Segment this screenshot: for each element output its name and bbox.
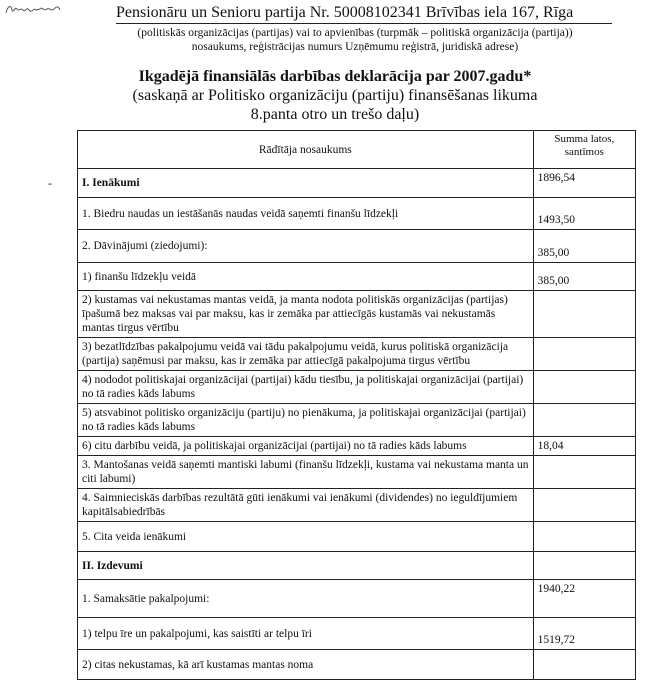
column-header-sum: Summa latos, santīmos — [533, 131, 635, 169]
margin-mark: - — [48, 176, 52, 190]
table-row — [78, 618, 636, 650]
row-label: 4) nododot politiskajai organizācijai (partijai) kādu tiesību, ja politiskajai organizācijai (partijai) no tā radies kāds labums — [78, 371, 534, 404]
row-label: II. Izdevumi — [78, 552, 534, 580]
column-header-name: Rādītāja nosaukums — [78, 131, 534, 169]
table-row — [78, 338, 636, 371]
row-value: 385,00 — [533, 230, 635, 263]
row-label: 5. Cita veida ienākumi — [78, 522, 534, 552]
row-label: 4. Saimnieciskās darbības rezultātā gūti ienākumi vai ienākumi (dividendes) no ieguldījumiem kapitālsabiedrībās — [78, 489, 534, 522]
title-line3: 8.panta otro un trešo daļu) — [250, 106, 420, 123]
table-row — [78, 489, 636, 522]
row-value: 385,00 — [533, 263, 635, 291]
header-note-line1: (politiskās organizācijas (partijas) vai to apvienības (turpmāk – politiskā organizācija (partija)) — [137, 27, 573, 39]
row-label: 2. Dāvinājumi (ziedojumi): — [78, 230, 534, 263]
row-value: 1493,50 — [533, 198, 635, 230]
row-value: 1519,72 — [533, 618, 635, 650]
row-label: 5) atsvabinot politisko organizāciju (partiju) no pienākuma, ja politiskajai organizācijai (partijai) no tā radies kāds labums — [78, 404, 534, 437]
row-label: 6) citu darbību veidā, ja politiskajai organizācijai (partijai) no tā radies kāds labums — [78, 437, 534, 456]
header-note — [60, 26, 645, 54]
handwritten-signature — [4, 2, 66, 16]
row-value — [533, 522, 635, 552]
row-label: 2) kustamas vai nekustamas mantas veidā, ja manta nodota politiskās organizācijas (partijas) īpašumā bez maksas vai par maksu, kas ir zemāka par attiecīgās kustamās vai nekustamās mantas tirgus vērtību — [78, 291, 534, 338]
row-value — [533, 489, 635, 522]
table-row — [78, 437, 636, 456]
table-row — [78, 650, 636, 680]
title-line2: (saskaņā ar Politisko organizāciju (partiju) finansēšanas likuma — [132, 87, 538, 104]
document-title — [40, 67, 630, 124]
table-row — [78, 291, 636, 338]
table-row — [78, 371, 636, 404]
row-value — [533, 404, 635, 437]
row-label: 2) citas nekustamas, kā arī kustamas mantas noma — [78, 650, 534, 680]
row-label: 1) telpu īre un pakalpojumi, kas saistīti ar telpu īri — [78, 618, 534, 650]
row-value — [533, 552, 635, 580]
table-row — [78, 456, 636, 489]
row-value — [533, 456, 635, 489]
row-value: 1896,54 — [533, 169, 635, 198]
row-label: 1) finanšu līdzekļu veidā — [78, 263, 534, 291]
row-label: 1. Samaksātie pakalpojumi: — [78, 580, 534, 618]
header-note-line2: nosaukums, reģistrācijas numurs Uzņēmumu reģistrā, juridiskā adrese) — [191, 41, 519, 53]
table-row — [78, 580, 636, 618]
table-row — [78, 198, 636, 230]
table-row — [78, 230, 636, 263]
table-row — [78, 522, 636, 552]
table-row — [78, 169, 636, 198]
row-value — [533, 371, 635, 404]
row-value: 18,04 — [533, 437, 635, 456]
declaration-table — [77, 130, 636, 680]
table-row — [78, 263, 636, 291]
row-label: 1. Biedru naudas un iestāšanās naudas veidā saņemti finanšu līdzekļi — [78, 198, 534, 230]
table-row — [78, 404, 636, 437]
row-value — [533, 338, 635, 371]
row-value: 1940,22 — [533, 580, 635, 618]
row-label: 3) bezatlīdzības pakalpojumu veidā vai tādu pakalpojumu veidā, kurus politiskā organizācija (partija) saņēmusi par maksu, kas ir zemāka par attiecīgā pakalpojuma tirgus vērtību — [78, 338, 534, 371]
table-header-row — [78, 131, 636, 169]
row-value — [533, 650, 635, 680]
row-value — [533, 291, 635, 338]
row-label: I. Ienākumi — [78, 169, 534, 198]
row-label: 3. Mantošanas veidā saņemti mantiski labumi (finanšu līdzekļi, kustama vai nekustama manta un citi labumi) — [78, 456, 534, 489]
title-line1: Ikgadējā finansiālās darbības deklarācija par 2007.gadu* — [138, 68, 532, 85]
table-row — [78, 552, 636, 580]
party-name-line: Pensionāru un Senioru partija Nr. 50008102341 Brīvības iela 167, Rīga — [116, 4, 612, 24]
